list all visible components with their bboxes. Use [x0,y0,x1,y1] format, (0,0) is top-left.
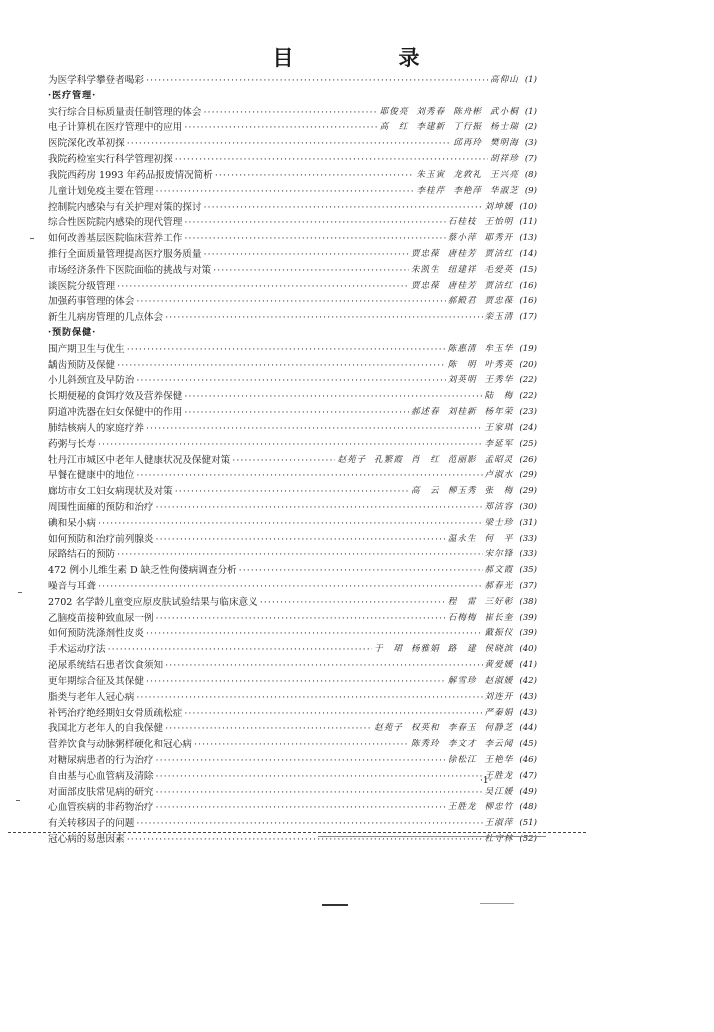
toc-entry-title: 长期便秘的食饵疗效及营养保健 [48,391,183,403]
toc-entry-author: 贾忠葆 [410,248,440,259]
toc-entry-title: 对糖尿病患者的行为治疗 [48,754,154,766]
toc-entry-title: 推行全面质量管理提高医疗服务质量 [48,248,202,260]
dot-leader [117,358,446,374]
toc-entry-page: (43) [519,707,537,718]
toc-entry-author: 胡祥珍 [490,154,519,165]
toc-entry-title: 阴道冲洗器在妇女保健中的作用 [48,407,183,419]
toc-entry-page: (1) [524,75,537,85]
toc-entry-author: 杨士瑞 [490,122,519,133]
toc-entry [48,832,537,848]
toc-entry [48,595,537,611]
dot-leader [98,437,483,453]
toc-entry [48,184,537,200]
toc-entry [48,279,537,295]
toc-entry-author: 高 云 [410,486,440,497]
toc-entry-page: (46) [519,754,537,765]
toc-entry-title: 龋齿预防及保健 [48,359,116,371]
toc-entry-author: 李建新 [416,122,446,133]
toc-entry [48,642,537,658]
toc-entry-author: 耶俊亮 [379,106,409,117]
toc-entry [48,579,537,595]
toc-entry-title: 肺结核病人的家庭疗养 [48,422,144,434]
toc-entry-page: (24) [519,422,537,433]
toc-entry [48,484,537,500]
toc-entry [48,200,537,216]
toc-section-heading: ·医疗管理· [48,90,97,101]
toc-entry-author: 王兴亮 [490,169,519,180]
dot-leader [184,120,377,136]
toc-entry-author: 李延军 [484,438,514,449]
toc-entry-page: (37) [519,581,537,591]
toc-entry-page: (33) [519,549,537,560]
toc-entry-page: (41) [519,660,537,671]
toc-entry [48,120,537,136]
toc-entry [48,769,537,785]
toc-entry-page: (47) [519,770,537,781]
toc-entry-page: (22) [519,391,537,402]
toc-entry-author: 朱凯生 [410,264,440,275]
toc-entry-page: (43) [519,691,537,702]
toc-entry-author: 贾洁红 [484,248,514,259]
toc-entry-author: 严秦娟 [484,707,514,718]
table-of-contents [48,73,537,848]
toc-entry-author: 高 红 [379,122,409,133]
toc-entry-page: (7) [524,154,537,165]
dot-leader [108,642,373,658]
toc-entry [48,373,537,389]
toc-section-heading: ·预防保健· [48,328,97,338]
toc-entry-author: 王怡明 [484,217,514,228]
toc-entry-author: 于 珺 [374,644,403,655]
toc-entry-author: 贾忠葆 [484,296,514,307]
toc-entry-title: 我国北方老年人的自我保健 [48,723,164,735]
dot-leader [117,279,409,295]
toc-entry-author: 石桂枝 [447,217,477,228]
dot-leader [184,405,409,421]
toc-entry-title: 综合性医院院内感染的现代管理 [48,217,183,229]
toc-entry-page: (25) [519,438,537,449]
dot-leader [117,547,482,563]
toc-entry-author: 三好彰 [484,596,514,607]
toc-entry [48,785,537,801]
dot-leader [127,136,451,152]
toc-entry-title: 对面部皮肤常见病的研究 [48,786,154,798]
toc-entry-author: 何 平 [484,533,514,544]
toc-entry [48,658,537,674]
toc-entry-title: 2702 名学龄儿童变应原皮肤试验结果与临床意义 [48,596,258,608]
toc-entry-author: 张 梅 [484,486,514,497]
toc-entry-title: 如何预防洗涤剂性皮炎 [48,628,144,640]
toc-entry-author: 赵苑子 [337,454,367,465]
toc-entry-author: 崔长奎 [484,612,514,623]
toc-entry-author: 刘坤媛 [484,201,514,212]
toc-entry-title: 我院药检室实行科学管理初探 [48,154,173,166]
toc-entry [48,721,537,737]
toc-entry-title: 周围性面瘫的预防和治疗 [48,501,154,513]
toc-entry [48,105,537,121]
toc-entry-title: 补钙治疗绝经期妇女骨质疏松症 [48,707,183,719]
toc-entry-title: 营养饮食与动脉粥样硬化和冠心病 [48,739,192,751]
toc-entry-author: 纽建祥 [447,264,477,275]
toc-entry-title: 噪音与耳聋 [48,581,96,592]
toc-entry-page: (14) [519,248,537,259]
toc-entry-author: 柳忠竹 [484,802,514,813]
toc-entry-author: 郝述春 [410,407,440,418]
toc-entry [48,405,537,421]
toc-entry-author: 王淑萍 [484,818,514,829]
toc-entry-author: 杨雅娟 [410,644,440,655]
toc-entry-page: (39) [519,628,537,639]
dot-leader [156,753,446,769]
toc-entry-author: 赵淑媛 [484,675,514,686]
toc-entry-title: 脂类与老年人冠心病 [48,691,135,703]
toc-entry-page: (26) [519,454,537,465]
toc-entry-author: 柳玉秀 [447,486,477,497]
toc-entry [48,737,537,753]
toc-entry-author: 杨年荣 [484,407,514,418]
toc-entry-page: (48) [519,802,537,813]
scan-mark [322,904,348,906]
toc-entry-author: 宋尔锋 [484,549,514,560]
toc-entry-author: 郝文霞 [484,565,514,576]
toc-entry-author: 蔡小萍 [447,233,477,244]
toc-entry-title: 乙脑疫苗接种致血尿一例 [48,612,154,624]
toc-entry-author: 石梅梅 [447,612,477,623]
dot-leader [232,453,335,469]
toc-entry-title: 医院深化改革初探 [48,138,125,150]
dot-leader [156,785,483,801]
toc-entry-title: 更年期综合征及其保健 [48,675,144,687]
toc-entry [48,453,537,469]
toc-entry [48,152,537,168]
toc-entry [48,674,537,690]
toc-entry-author: 李艳萍 [453,185,483,196]
toc-entry-author: 陈秀玲 [410,739,440,750]
toc-entry-author: 肖 红 [410,454,440,465]
toc-entry-page: (16) [519,296,537,307]
toc-entry-author: 刘桂新 [447,407,477,418]
toc-entry-page: (30) [519,501,537,512]
toc-entry-title: 市场经济条件下医院面临的挑战与对策 [48,264,212,276]
dot-leader [127,342,446,358]
toc-entry-title: 早餐在健康中的地位 [48,470,135,482]
dot-leader [156,800,446,816]
toc-entry-page: (3) [524,138,537,149]
toc-entry-page: (23) [519,407,537,418]
toc-entry [48,468,537,484]
toc-entry [48,753,537,769]
toc-entry-author: 何静芝 [484,723,514,734]
toc-entry [48,73,537,89]
toc-entry-author: 赵苑子 [374,723,403,734]
toc-entry-page: (49) [519,786,537,797]
toc-entry-author: 刘秀春 [416,106,446,117]
toc-entry-author: 梁士珍 [484,517,514,528]
toc-entry-title: 药粥与长寿 [48,438,96,450]
toc-entry-author: 卢淑水 [484,470,514,481]
dot-leader [184,231,445,247]
toc-entry-author: 贾洁红 [484,280,514,291]
toc-entry-title: 电子计算机在医疗管理中的应用 [48,122,183,134]
toc-entry-title: 有关转移因子的问题 [48,818,135,830]
toc-entry-author: 刘英明 [447,375,477,386]
toc-entry-author: 王家琪 [484,422,514,433]
toc-entry-author: 黄爱媛 [484,660,514,671]
toc-entry [48,310,537,326]
toc-entry-author: 樊明海 [490,138,519,149]
toc-entry [48,358,537,374]
toc-entry-author: 高仰山 [490,75,519,85]
toc-entry-title: 新生儿病房管理的几点体会 [48,312,164,324]
toc-entry-page: (11) [519,217,537,228]
toc-entry-author: 毛爱英 [484,264,514,275]
toc-entry-page: (22) [519,375,537,386]
toc-entry-title: 为医学科学攀登者喝彩 [48,75,144,86]
dot-leader [165,310,482,326]
toc-entry-author: 路 建 [447,644,477,655]
toc-entry-page: (52) [519,834,537,844]
toc-entry [48,626,537,642]
toc-entry-author: 程 雷 [447,596,477,607]
toc-entry-page: (31) [519,517,537,528]
toc-entry-author: 陈 明 [447,359,477,370]
toc-entry [48,547,537,563]
toc-entry-page: (1) [524,106,537,117]
toc-entry-title: 谈医院分级管理 [48,280,116,292]
dot-leader [194,737,409,753]
toc-entry [48,215,537,231]
toc-entry [48,437,537,453]
toc-entry-author: 吴江媛 [484,786,514,797]
toc-entry-page: (20) [519,359,537,370]
toc-entry-title: 冠心病的易患因素 [48,834,125,845]
toc-entry-author: 杜守林 [484,834,514,844]
toc-entry-page: (8) [524,169,537,180]
toc-entry [48,516,537,532]
toc-entry [48,168,537,184]
toc-entry-page: (29) [519,486,537,497]
toc-entry-page: (33) [519,533,537,544]
toc-entry-author: 郝殿君 [447,296,477,307]
dot-leader [184,706,482,722]
toc-entry-title: 泌尿系统结石患者饮食须知 [48,660,164,672]
toc-entry-page: (10) [519,201,537,212]
toc-entry-author: 龙敦礼 [453,169,483,180]
toc-entry-author: 王艳华 [484,754,514,765]
toc-entry [48,389,537,405]
toc-entry-author: 徐松江 [447,754,477,765]
toc-entry-author: 唐桂芳 [447,248,477,259]
toc-entry-author: 李桂芹 [416,185,446,196]
toc-entry-title: 心血管疾病的非药物治疗 [48,802,154,814]
dot-leader [215,168,415,184]
toc-entry-page: (45) [519,739,537,750]
bottom-dashed-rule [8,832,586,833]
toc-entry [48,136,537,152]
page-number: ·1· [480,776,492,786]
toc-entry-author: 李文才 [447,739,477,750]
toc-entry-author: 侯晓滨 [484,644,514,655]
toc-entry-title: 472 例小儿维生素 D 缺乏性佝偻病调查分析 [48,565,237,577]
toc-entry-author: 邱再玲 [453,138,483,149]
toc-entry-page: (2) [524,122,537,133]
dot-leader [156,184,415,200]
dot-leader [127,832,483,848]
toc-entry-page: (16) [519,280,537,291]
toc-entry [48,816,537,832]
dot-leader [98,579,483,595]
toc-entry-page: (19) [519,343,537,354]
dot-leader [175,152,488,168]
toc-entry-page: (51) [519,818,537,829]
dot-leader [98,516,483,532]
toc-entry-title: 自由基与心血管病及清除 [48,770,154,782]
toc-entry-author: 武小桐 [490,106,519,117]
toc-entry-author: 郝春光 [484,581,514,591]
toc-entry-title: 小儿斜颈宜及早防治 [48,375,135,387]
toc-entry-author: 唐桂芳 [447,280,477,291]
toc-entry [48,611,537,627]
toc-entry-page: (42) [519,675,537,686]
dot-leader [146,421,483,437]
dot-leader [204,105,378,121]
dot-leader [175,484,409,500]
toc-entry-author: 李春玉 [447,723,477,734]
toc-entry-page: (29) [519,470,537,481]
dot-leader [146,626,483,642]
toc-entry [48,563,537,579]
toc-entry-title: 尿路结石的预防 [48,549,116,561]
toc-entry-author: 戴振仪 [484,628,514,639]
toc-entry [48,263,537,279]
toc-entry [48,706,537,722]
dot-leader [239,563,483,579]
dot-leader [146,73,488,89]
toc-entry [48,294,537,310]
dot-leader [204,200,483,216]
toc-entry-author: 朱玉寅 [416,169,446,180]
toc-entry-author: 耶秀开 [484,233,514,244]
toc-entry-title: 实行综合目标质量责任制管理的体会 [48,106,202,118]
toc-entry-page: (17) [519,312,537,323]
toc-entry [48,690,537,706]
dot-leader [136,690,482,706]
toc-entry-author: 贾忠葆 [410,280,440,291]
toc-entry-title: 围产期卫生与优生 [48,343,125,355]
dot-leader [156,611,446,627]
toc-entry-page: (9) [524,185,537,196]
toc-entry [48,421,537,437]
dot-leader [260,595,446,611]
toc-entry-page: (15) [519,264,537,275]
toc-entry-title: 儿童计划免疫主要在管理 [48,185,154,197]
dot-leader [136,294,445,310]
toc-entry-author: 孟昭灵 [484,454,514,465]
scan-speck [30,238,34,239]
toc-entry-title: 控制院内感染与有关护理对策的探讨 [48,201,202,213]
toc-entry-page: (38) [519,596,537,607]
dot-leader [156,769,483,785]
dot-leader [156,532,446,548]
toc-entry-page: (13) [519,233,537,244]
dot-leader [136,468,482,484]
toc-entry-title: 我院西药房 1993 年药品报废情况简析 [48,169,213,181]
toc-entry-title: 如何改善基层医院临床营养工作 [48,233,183,245]
toc-entry-author: 叶秀英 [484,359,514,370]
toc-entry-author: 陈惠清 [447,343,477,354]
toc-entry [48,800,537,816]
dot-leader [136,816,482,832]
toc-entry-title: 碘和呆小病 [48,517,96,529]
toc-entry-author: 王胜龙 [447,802,477,813]
toc-entry [48,247,537,263]
toc-entry-author: 王秀华 [484,375,514,386]
toc-entry-page: (39) [519,612,537,623]
dot-leader [156,500,483,516]
toc-entry-page: (40) [519,644,537,655]
dot-leader [213,263,409,279]
toc-entry-page: (35) [519,565,537,576]
dot-leader [136,373,445,389]
toc-entry-author: 温永生 [447,533,477,544]
toc-entry-title: 牡丹江市城区中老年人健康状况及保健对策 [48,454,231,466]
dot-leader [165,721,372,737]
toc-entry [48,532,537,548]
scan-mark [480,903,514,904]
toc-entry-author: 范丽影 [447,454,477,465]
toc-entry-author: 华淑芝 [490,185,519,196]
toc-entry-author: 陈舟彬 [453,106,483,117]
toc-entry-title: 加强药事管理的体会 [48,296,135,308]
bottom-rule [318,836,546,837]
dot-leader [165,658,482,674]
toc-entry-author: 刘连开 [484,691,514,702]
scan-speck [18,592,22,593]
dot-leader [184,389,482,405]
toc-entry [48,342,537,358]
toc-entry [48,231,537,247]
toc-entry-author: 陆 梅 [484,391,514,402]
toc-entry-author: 郑洁容 [484,501,514,512]
toc-entry-author: 王胜龙 [484,770,514,781]
page-title: 目 录 [272,46,462,70]
toc-entry-author: 牟玉华 [484,343,514,354]
toc-entry-author: 孔繁霞 [374,454,403,465]
toc-entry [48,500,537,516]
toc-entry-title: 如何预防和治疗前列腺炎 [48,533,154,545]
toc-entry-author: 栾玉清 [484,312,514,323]
scan-speck [16,800,20,801]
toc-entry-author: 权英和 [410,723,440,734]
dot-leader [184,215,445,231]
toc-entry-title: 廊坊市女工妇女病现状及对策 [48,486,173,498]
toc-entry-author: 李云闻 [484,739,514,750]
dot-leader [146,674,446,690]
toc-entry-page: (44) [519,723,537,734]
toc-entry-title: 手术运动疗法 [48,644,106,656]
dot-leader [204,247,409,263]
toc-entry-author: 丁行振 [453,122,483,133]
toc-entry-author: 解雪珍 [447,675,477,686]
